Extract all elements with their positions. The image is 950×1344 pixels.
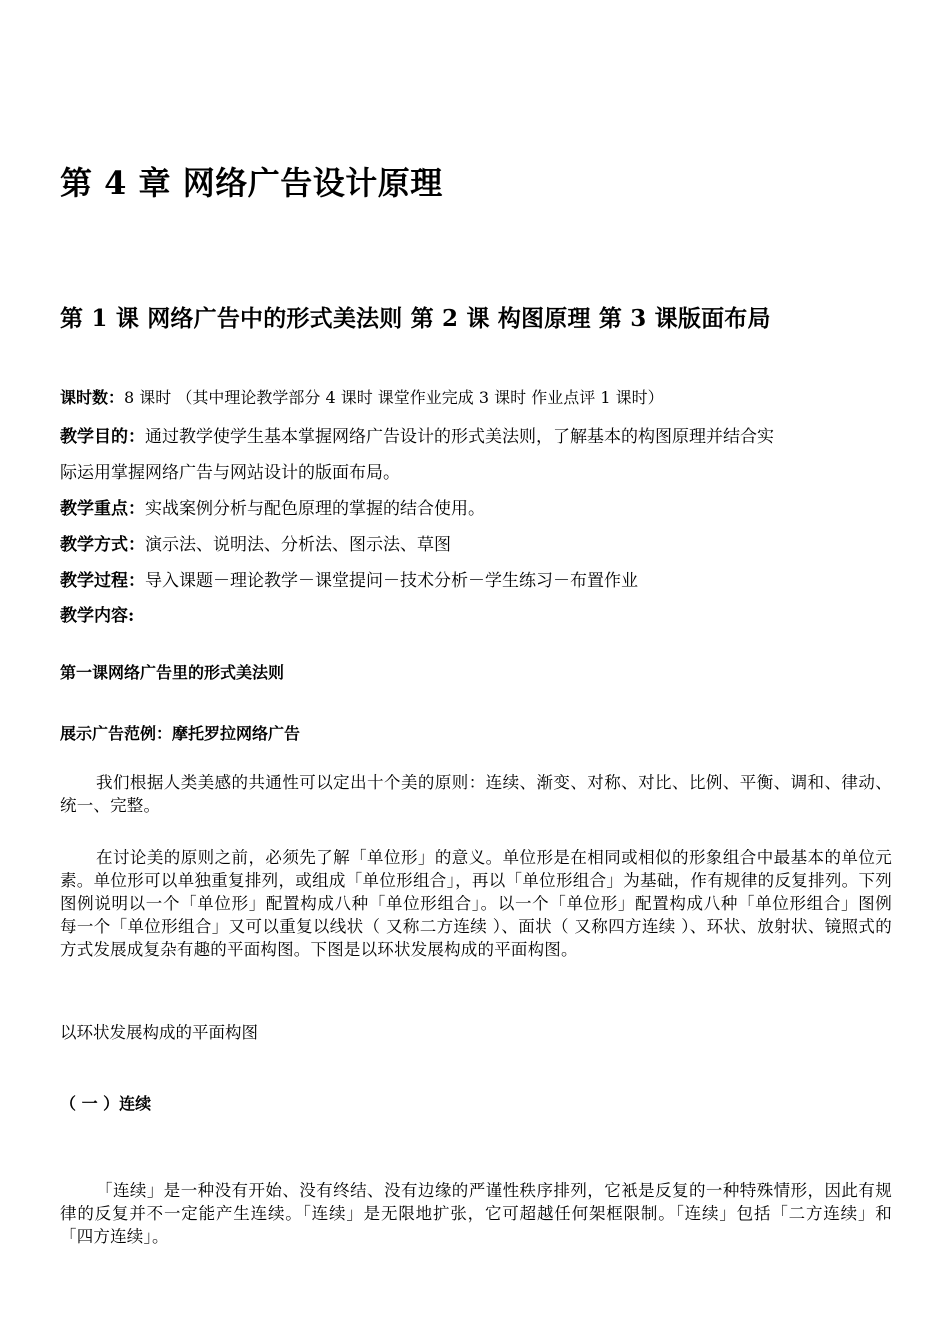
figure-caption: 以环状发展构成的平面构图	[60, 1023, 258, 1042]
method-line	[60, 530, 451, 555]
focus-label: 教学重点：	[60, 499, 145, 519]
continuity-heading: （ 一 ）连续	[60, 1094, 152, 1113]
goal-line-1	[60, 422, 774, 447]
lessons-title: 第 1 课 网络广告中的形式美法则 第 2 课 构图原理 第 3 课版面布局	[60, 305, 771, 332]
method-value: 演示法、说明法、分析法、图示法、草图	[145, 535, 451, 555]
focus-value: 实战案例分析与配色原理的掌握的结合使用。	[145, 499, 485, 519]
focus-line	[60, 494, 485, 519]
method-label: 教学方式：	[60, 535, 145, 555]
content-label: 教学内容:	[60, 606, 135, 626]
example-heading: 展示广告范例：摩托罗拉网络广告	[60, 724, 301, 743]
goal-line-2: 际运用掌握网络广告与网站设计的版面布局。	[60, 463, 400, 483]
paragraph-unit-form: 在讨论美的原则之前，必须先了解「单位形」的意义。单位形是在相同或相似的形象组合中最基本的单位元素。单位形可以单独重复排列，或组成「单位形组合」，再以「单位形组合」为基础，作有规律的反复排列。下列图例说明以一个「单位形」配置构成八种「单位形组合」。以一个「单位形」配置构成八种「单位形组合」图例 每一个「单位形组合」又可以重复以线状（ 又称二方连续 ）、面状（ 又称四方连续 ）、环状、放射状、镜照式的方式发展成复杂有趣的平面构图。下图是以环状发展构成的平面构图。	[60, 848, 892, 959]
chapter-title: 第 4 章 网络广告设计原理	[60, 164, 443, 202]
lesson1-heading: 第一课网络广告里的形式美法则	[60, 663, 285, 682]
process-value: 导入课题－理论教学－课堂提问－技术分析－学生练习－布置作业	[145, 571, 638, 591]
goal-label: 教学目的：	[60, 427, 145, 447]
goal-value-line1: 通过教学使学生基本掌握网络广告设计的形式美法则，了解基本的构图原理并结合实	[145, 427, 774, 447]
hours-label: 课时数：	[60, 388, 125, 407]
process-line	[60, 566, 638, 591]
paragraph-principles: 我们根据人类美感的共通性可以定出十个美的原则：连续、渐变、对称、对比、比例、平衡、调和、律动、统一、完整。	[60, 773, 892, 815]
hours-value: 8 课时 （其中理论教学部分 4 课时 课堂作业完成 3 课时 作业点评 1 课时）	[124, 388, 664, 407]
hours-line	[60, 385, 664, 408]
paragraph-continuity: 「连续」是一种没有开始、没有终结、没有边缘的严谨性秩序排列，它衹是反复的一种特殊情形，因此有规律的反复并不一定能产生连续。「连续」是无限地扩张，它可超越任何架框限制。「连续」包括「二方连续」和「四方连续」。	[60, 1181, 892, 1246]
process-label: 教学过程：	[60, 571, 145, 591]
